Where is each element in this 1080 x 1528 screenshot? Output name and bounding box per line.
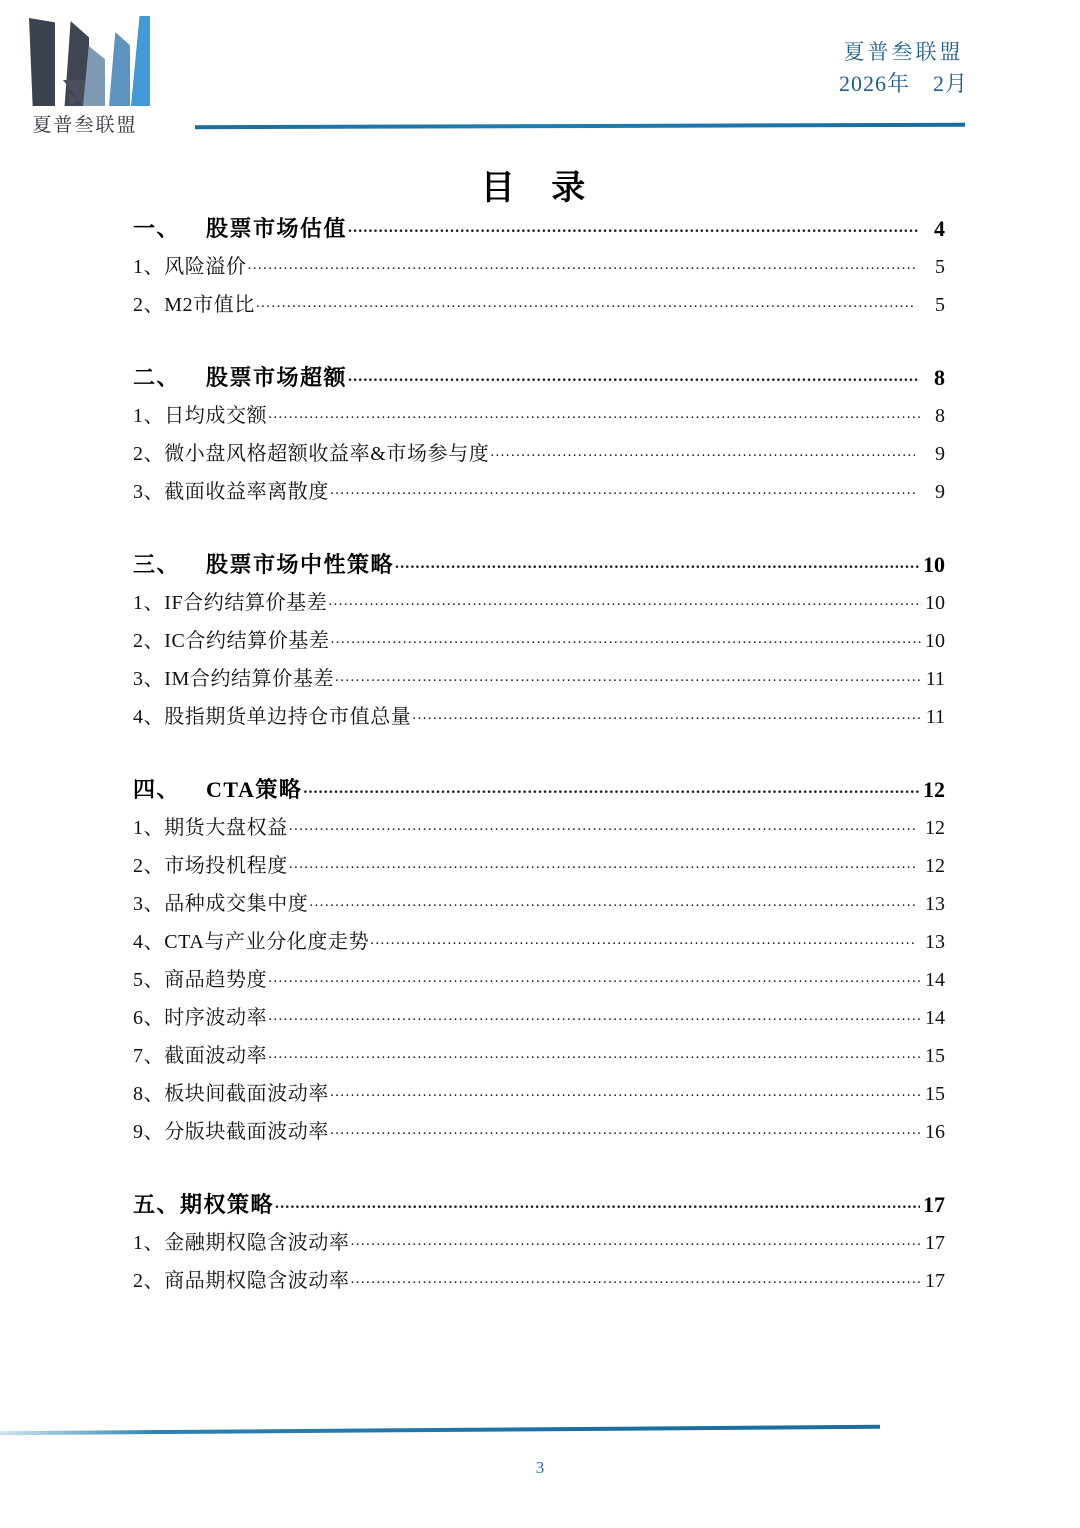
leader-dots bbox=[328, 589, 922, 609]
toc-item[interactable] bbox=[133, 852, 945, 876]
toc-page-number: 9 bbox=[935, 443, 945, 465]
toc-item[interactable] bbox=[133, 627, 945, 651]
toc-page-number: 17 bbox=[925, 1270, 945, 1292]
logo-bar-5 bbox=[131, 16, 150, 106]
toc-item[interactable] bbox=[133, 291, 945, 315]
toc-group-spacer bbox=[133, 516, 945, 550]
toc-page-number: 17 bbox=[925, 1232, 945, 1254]
toc-group bbox=[133, 550, 945, 727]
toc-item-label: 2、M2市值比 bbox=[133, 294, 255, 316]
toc-item-label: 7、截面波动率 bbox=[133, 1045, 268, 1067]
page-header bbox=[0, 0, 1080, 146]
toc-item[interactable] bbox=[133, 1267, 945, 1291]
toc-item-label: 8、板块间截面波动率 bbox=[133, 1083, 329, 1105]
leader-dots bbox=[331, 627, 922, 647]
toc-page-number: 5 bbox=[935, 294, 945, 316]
leader-dots bbox=[289, 852, 915, 872]
leader-dots bbox=[268, 1042, 922, 1062]
toc-item[interactable] bbox=[133, 440, 945, 464]
toc-heading-label: 五、期权策略 bbox=[133, 1192, 275, 1217]
toc-page-number: 4 bbox=[934, 216, 945, 241]
toc-item[interactable] bbox=[133, 703, 945, 727]
leader-dots bbox=[490, 440, 915, 460]
toc-page-number: 11 bbox=[925, 668, 945, 690]
leader-dots bbox=[268, 966, 922, 986]
toc-page-number: 16 bbox=[925, 1121, 945, 1143]
toc-item[interactable] bbox=[133, 966, 945, 990]
leader-dots bbox=[309, 890, 915, 910]
leader-dots bbox=[348, 363, 920, 385]
toc-page-number: 8 bbox=[935, 405, 945, 427]
toc-item-label: 2、微小盘风格超额收益率&市场参与度 bbox=[133, 443, 490, 465]
toc-item[interactable] bbox=[133, 814, 945, 838]
leader-dots bbox=[335, 665, 922, 685]
toc-item-label: 2、商品期权隐含波动率 bbox=[133, 1270, 350, 1292]
toc-item-label: 2、市场投机程度 bbox=[133, 855, 288, 877]
toc-item-label: 3、品种成交集中度 bbox=[133, 893, 309, 915]
toc-item[interactable] bbox=[133, 402, 945, 426]
header-date: 2026年 2月 bbox=[838, 70, 968, 96]
leader-dots bbox=[330, 1118, 922, 1138]
toc-item[interactable] bbox=[133, 1229, 945, 1253]
leader-dots bbox=[351, 1229, 922, 1249]
toc-group-spacer bbox=[133, 329, 945, 363]
table-of-contents bbox=[133, 214, 945, 1305]
toc-page-number: 10 bbox=[925, 630, 945, 652]
toc-heading-2[interactable] bbox=[133, 363, 945, 389]
footer-page-number: 3 bbox=[535, 1458, 545, 1477]
toc-group bbox=[133, 775, 945, 1142]
toc-heading-4[interactable] bbox=[133, 775, 945, 801]
logo-mark-icon bbox=[27, 14, 142, 106]
toc-item-label: 1、期货大盘权益 bbox=[133, 817, 288, 839]
toc-item[interactable] bbox=[133, 1118, 945, 1142]
toc-page-number: 13 bbox=[925, 893, 945, 915]
toc-item[interactable] bbox=[133, 589, 945, 613]
toc-page-number: 9 bbox=[935, 481, 945, 503]
footer-divider bbox=[0, 1425, 880, 1435]
leader-dots bbox=[395, 550, 920, 572]
toc-item-label: 4、股指期货单边持仓市值总量 bbox=[133, 706, 412, 728]
toc-heading-label: 三、 股票市场中性策略 bbox=[133, 552, 395, 577]
leader-dots bbox=[330, 1080, 922, 1100]
header-divider bbox=[195, 123, 965, 129]
toc-heading-1[interactable] bbox=[133, 214, 945, 240]
toc-page-number: 15 bbox=[925, 1045, 945, 1067]
toc-item-label: 3、截面收益率离散度 bbox=[133, 481, 329, 503]
toc-page-number: 14 bbox=[925, 1007, 945, 1029]
toc-page-number: 5 bbox=[935, 256, 945, 278]
toc-item-label: 1、风险溢价 bbox=[133, 256, 247, 278]
toc-heading-3[interactable] bbox=[133, 550, 945, 576]
toc-group-spacer bbox=[133, 741, 945, 775]
header-meta bbox=[839, 38, 968, 99]
toc-group bbox=[133, 363, 945, 502]
toc-item[interactable] bbox=[133, 665, 945, 689]
toc-item-label: 4、CTA与产业分化度走势 bbox=[133, 931, 370, 953]
toc-page-number: 13 bbox=[925, 931, 945, 953]
leader-dots bbox=[412, 703, 922, 723]
leader-dots bbox=[289, 814, 915, 834]
header-organization: 夏普叁联盟 bbox=[843, 40, 964, 64]
leader-dots bbox=[370, 928, 915, 948]
logo-bar-4 bbox=[109, 32, 130, 106]
toc-item[interactable] bbox=[133, 1042, 945, 1066]
toc-item[interactable] bbox=[133, 1004, 945, 1028]
toc-item[interactable] bbox=[133, 478, 945, 502]
toc-group bbox=[133, 214, 945, 315]
page-title: 目 录 bbox=[480, 170, 600, 207]
toc-page-number: 12 bbox=[925, 855, 945, 877]
toc-page-number: 17 bbox=[923, 1192, 945, 1217]
leader-dots bbox=[303, 775, 920, 797]
toc-page-number: 10 bbox=[923, 552, 945, 577]
toc-page-number: 14 bbox=[925, 969, 945, 991]
leader-dots bbox=[248, 253, 915, 273]
logo-wordmark: 夏普叁联盟 bbox=[32, 115, 138, 136]
toc-item-label: 5、商品趋势度 bbox=[133, 969, 268, 991]
leader-dots bbox=[268, 402, 922, 422]
toc-page-number: 12 bbox=[925, 817, 945, 839]
toc-group bbox=[133, 1190, 945, 1291]
leader-dots bbox=[275, 1190, 920, 1212]
logo-bar-1 bbox=[29, 18, 55, 106]
toc-item[interactable] bbox=[133, 253, 945, 277]
leader-dots bbox=[268, 1004, 922, 1024]
toc-item-label: 1、金融期权隐含波动率 bbox=[133, 1232, 350, 1254]
leader-dots bbox=[330, 478, 915, 498]
brand-logo bbox=[22, 14, 152, 142]
toc-item-label: 1、IF合约结算价基差 bbox=[133, 592, 328, 614]
toc-item[interactable] bbox=[133, 928, 945, 952]
toc-heading-label: 一、 股票市场估值 bbox=[133, 216, 348, 241]
toc-group-spacer bbox=[133, 1156, 945, 1190]
toc-page-number: 12 bbox=[923, 777, 945, 802]
toc-heading-5[interactable] bbox=[133, 1190, 945, 1216]
toc-item-label: 2、IC合约结算价基差 bbox=[133, 630, 330, 652]
toc-item-label: 6、时序波动率 bbox=[133, 1007, 268, 1029]
leader-dots bbox=[256, 291, 915, 311]
toc-page-number: 11 bbox=[925, 706, 945, 728]
leader-dots bbox=[348, 214, 920, 236]
toc-item[interactable] bbox=[133, 1080, 945, 1104]
toc-page-number: 15 bbox=[925, 1083, 945, 1105]
leader-dots bbox=[351, 1267, 922, 1287]
toc-item-label: 9、分版块截面波动率 bbox=[133, 1121, 329, 1143]
toc-item-label: 3、IM合约结算价基差 bbox=[133, 668, 335, 690]
toc-page-number: 8 bbox=[934, 365, 945, 390]
toc-heading-label: 二、 股票市场超额 bbox=[133, 365, 348, 390]
toc-heading-label: 四、 CTA策略 bbox=[133, 777, 303, 802]
toc-item[interactable] bbox=[133, 890, 945, 914]
toc-item-label: 1、日均成交额 bbox=[133, 405, 268, 427]
toc-page-number: 10 bbox=[925, 592, 945, 614]
